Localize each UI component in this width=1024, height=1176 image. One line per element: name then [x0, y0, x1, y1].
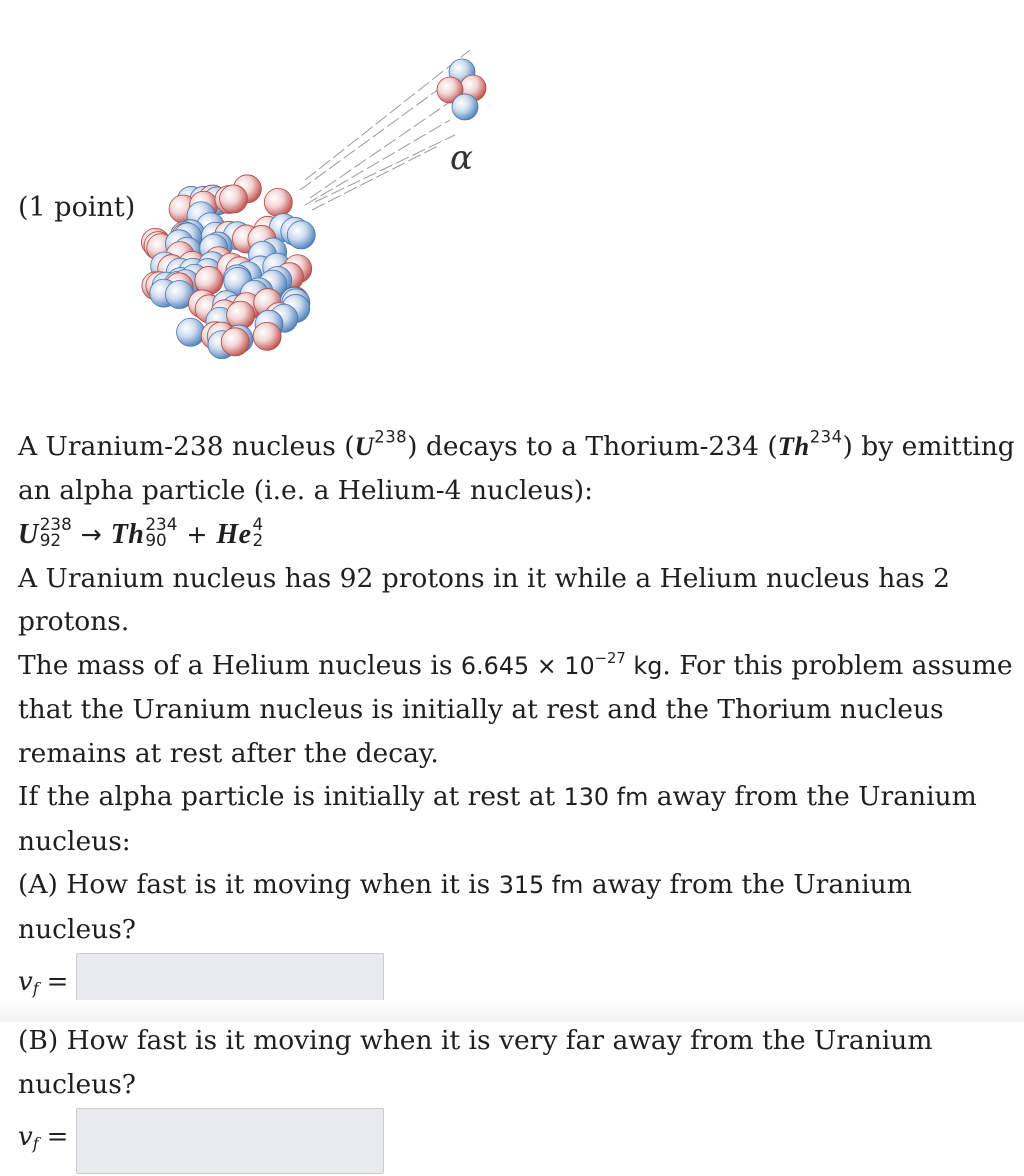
neutron-ball	[287, 221, 315, 249]
motion-streak	[305, 50, 470, 180]
decay-equation: U 238 92 → Th 234 90 + He 4 2	[18, 514, 264, 550]
problem-text	[18, 425, 1018, 1176]
mass-paragraph: The mass of a Helium nucleus is $6.645 \times 10^{-27}$ kg. For this problem assume that the Uranium nucleus is initially at rest and the Thorium nucleus remains at rest after the decay.	[18, 649, 1013, 769]
protons-paragraph: A Uranium nucleus has 92 protons in it while a Helium nucleus has 2 protons.	[18, 562, 950, 637]
part-b-answer-row	[18, 1106, 1018, 1176]
part-b-variable: $v_f$ =	[18, 1122, 69, 1154]
uranium-symbol: $U^{238}$	[354, 427, 408, 461]
nucleus-decay-figure	[140, 40, 520, 380]
helium-mass: $6.645 \times 10^{-27}$ kg	[460, 649, 663, 680]
neutron-ball	[452, 94, 478, 120]
proton-ball	[221, 328, 249, 356]
neutron-ball	[177, 318, 205, 346]
proton-ball	[264, 188, 292, 216]
initial-distance: 130 fm	[563, 783, 649, 811]
points-label: (1 point)	[18, 192, 136, 223]
proton-ball	[253, 322, 281, 350]
page-bottom-strip	[0, 1000, 1024, 1022]
part-a-distance: 315 fm	[498, 871, 584, 899]
motion-streak	[315, 135, 455, 202]
thorium-symbol: Th$^{234}$	[777, 427, 843, 461]
proton-ball	[220, 185, 248, 213]
part-b-question: (B) How fast is it moving when it is very far away from the Uranium nucleus?	[18, 1025, 933, 1100]
distance-paragraph: If the alpha particle is initially at rest at 130 fm away from the Uranium nucleus:	[18, 781, 977, 857]
motion-streak	[312, 145, 440, 210]
part-b-answer-input[interactable]	[76, 1108, 384, 1174]
intro-paragraph: A Uranium-238 nucleus $(U^{238})$ decays to a Thorium-234 (Th$^{234}$) by emitting an alpha particle (i.e. a Helium-4 nucleus):	[18, 427, 1015, 506]
part-a-question: (A) How fast is it moving when it is 315 fm away from the Uranium nucleus?	[18, 869, 912, 945]
nucleus-illustration	[140, 40, 520, 380]
motion-streak	[310, 95, 460, 198]
alpha-symbol: α	[450, 138, 473, 178]
part-a-variable: $v_f$ =	[18, 967, 69, 999]
